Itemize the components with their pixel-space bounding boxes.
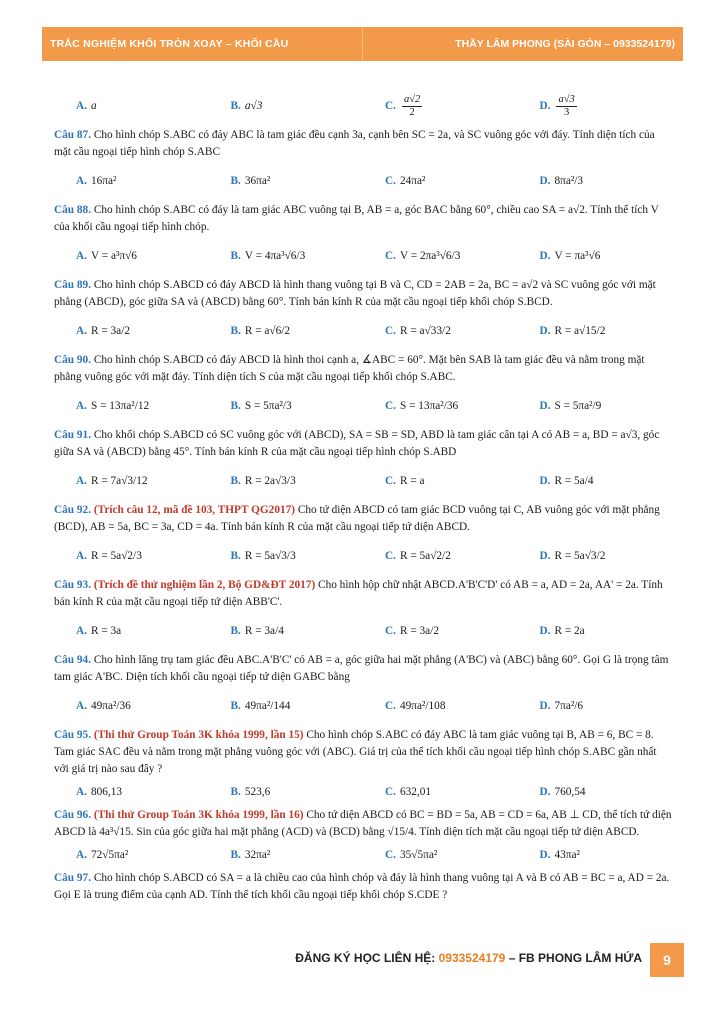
- q87-answers: [54, 164, 672, 198]
- question-97: Câu 97. Cho hình chóp S.ABCD có SA = a là chiều cao của hình chóp và đáy là hình thang vuông tại A và B có AB = BC = a, AD = 2a. Gọi E là trung điểm của cạnh AD. Tính thể tích khối cầu ngoại tiếp khối chóp S.CDE ?: [54, 872, 670, 901]
- footer-phone: 0933524179: [438, 951, 506, 965]
- question-94: Câu 94. Cho hình lăng trụ tam giác đều ABC.A'B'C' có AB = a, góc giữa hai mặt phẳng (A'BC) và (ABC) bằng 60°. Gọi G là trọng tâm tam giác A'BC. Diện tích khối cầu ngoại tiếp tứ diện GABC bằng: [54, 654, 669, 683]
- q89-option-c: C. R = a√33/2: [385, 324, 451, 337]
- q88-option-d: D. V = πa³√6: [539, 249, 601, 262]
- q89-option-a: A. R = 3a/2: [76, 324, 130, 337]
- q88-option-a: A. V = a³π√6: [76, 249, 137, 262]
- page-number: 9: [650, 943, 684, 977]
- header-title: TRẮC NGHIỆM KHỐI TRÒN XOAY – KHỐI CẦU: [50, 38, 289, 50]
- q89-option-d: D. R = a√15/2: [539, 324, 606, 337]
- q92-answers: [54, 539, 672, 573]
- q87-option-c: C. 24πa²: [385, 174, 426, 187]
- q94-option-b: B. 49πa²/144: [230, 699, 291, 712]
- question-list: [54, 86, 672, 904]
- question-89: Câu 89. Cho hình chóp S.ABCD có đáy ABCD là hình thang vuông tại B và C, CD = 2AB = 2a, BC = a√2 và SC vuông góc với mặt phẳng (ABCD), góc giữa SA và (ABCD) bằng 60°. Tính bán kính R của mặt cầu ngoại tiếp khối chóp S.BCD.: [54, 279, 656, 308]
- q90-option-c: C. S = 13πa²/36: [385, 399, 459, 412]
- page-header: [42, 27, 683, 61]
- q93-option-d: D. R = 2a: [539, 624, 585, 637]
- q86-answers: [54, 89, 672, 123]
- q95-option-b: B. 523,6: [230, 785, 271, 798]
- q96-option-b: B. 32πa²: [230, 848, 271, 861]
- q88-option-b: B. V = 4πa³√6/3: [230, 249, 306, 262]
- q92-option-c: C. R = 5a√2/2: [385, 549, 451, 562]
- q95-option-c: C. 632,01: [385, 785, 432, 798]
- q93-option-a: A. R = 3a: [76, 624, 122, 637]
- q90-option-b: B. S = 5πa²/3: [230, 399, 292, 412]
- q87-option-a: A. 16πa²: [76, 174, 117, 187]
- q96-answers: [54, 844, 672, 866]
- question-91: Câu 91. Cho khối chóp S.ABCD có SC vuông góc với (ABCD), SA = SB = SD, ABD là tam giác cân tại A có AB = a, BD = a√3, góc giữa SA và (ABCD) bằng 45°. Tính bán kính R của mặt cầu ngoại tiếp hình chóp S.ABD: [54, 429, 660, 458]
- question-96: Câu 96. (Thi thử Group Toán 3K khóa 1999, lần 16) Cho tứ diện ABCD có BC = BD = 5a, AB = CD = 6a, AB ⊥ CD, thể tích tứ diện ABCD là 4a³√15. Sin của góc giữa hai mặt phẳng (ACD) và (BCD) bằng √15/4. Tính diện tích mặt cầu ngoại tiếp tứ diện ABCD.: [54, 809, 672, 838]
- question-93: Câu 93. (Trích đề thử nghiệm lần 2, Bộ GD&ĐT 2017) Cho hình hộp chữ nhật ABCD.A'B'C'D' có AB = a, AD = 2a, AA' = 2a. Tính bán kính R của mặt cầu ngoại tiếp tứ diện ABB'C'.: [54, 579, 663, 608]
- q89-answers: [54, 314, 672, 348]
- q91-option-b: B. R = 2a√3/3: [230, 474, 296, 487]
- q91-option-a: A. R = 7a√3/12: [76, 474, 148, 487]
- q86-option-a: A. a: [76, 99, 97, 112]
- footer-contact: ĐĂNG KÝ HỌC LIÊN HỆ: 0933524179 – FB PHONG LÂM HỨA: [295, 951, 642, 965]
- q92-option-d: D. R = 5a√3/2: [539, 549, 606, 562]
- q96-option-d: D. 43πa²: [539, 848, 580, 861]
- q90-answers: [54, 389, 672, 423]
- q86-option-b: B. a√3: [230, 99, 263, 112]
- q86-option-c: C. $\frac{a√2}{2}$: [385, 93, 421, 118]
- q94-answers: [54, 689, 672, 723]
- q96-option-a: A. 72√5πa²: [76, 848, 129, 861]
- q87-option-b: B. 36πa²: [230, 174, 271, 187]
- q95-option-a: A. 806,13: [76, 785, 123, 798]
- footer-fb: – FB PHONG LÂM HỨA: [508, 951, 642, 965]
- question-88: Câu 88. Cho hình chóp S.ABC có đáy là tam giác ABC vuông tại B, AB = a, góc BAC bằng 60°, chiều cao SA = a√2. Tính thể tích V của khối cầu ngoại tiếp hình chóp.: [54, 204, 659, 233]
- question-90: Câu 90. Cho hình chóp S.ABCD có đáy ABCD là hình thoi cạnh a, ∡ABC = 60°. Mặt bên SAB là tam giác đều và nằm trong mặt phẳng vuông góc với mặt đáy. Tính diện tích S của mặt cầu ngoại tiếp khối chóp S.ABC.: [54, 354, 645, 383]
- q94-option-d: D. 7πa²/6: [539, 699, 584, 712]
- q92-option-b: B. R = 5a√3/3: [230, 549, 296, 562]
- q95-answers: [54, 781, 672, 803]
- q94-option-c: C. 49πa²/108: [385, 699, 446, 712]
- q90-option-d: D. S = 5πa²/9: [539, 399, 602, 412]
- q91-answers: [54, 464, 672, 498]
- q88-option-c: C. V = 2πa³√6/3: [385, 249, 461, 262]
- question-92: Câu 92. (Trích câu 12, mã đề 103, THPT QG2017) Cho tứ diện ABCD có tam giác BCD vuông tại C, AB vuông góc với mặt phẳng (BCD), AB = 5a, BC = 3a, CD = 4a. Tính bán kính R của mặt cầu ngoại tiếp tứ diện ABCD.: [54, 504, 660, 533]
- question-95: Câu 95. (Thi thử Group Toán 3K khóa 1999, lần 15) Cho hình chóp S.ABC có đáy ABC là tam giác vuông tại B, AB = 6, BC = 8. Tam giác SAC đều và nằm trong mặt phẳng vuông góc với (ABC). Giá trị của thể tích khối cầu ngoại tiếp hình chóp S.ABC gần nhất với giá trị nào sau đây ?: [54, 729, 657, 775]
- q90-option-a: A. S = 13πa²/12: [76, 399, 150, 412]
- page-footer: [0, 943, 725, 977]
- q87-option-d: D. 8πa²/3: [539, 174, 584, 187]
- header-divider: [362, 27, 363, 61]
- q95-option-d: D. 760,54: [539, 785, 586, 798]
- header-author: THẦY LÂM PHONG (SÀI GÒN – 0933524179): [455, 38, 675, 50]
- q91-option-d: D. R = 5a/4: [539, 474, 594, 487]
- q92-option-a: A. R = 5a√2/3: [76, 549, 142, 562]
- q91-option-c: C. R = a: [385, 474, 425, 487]
- q88-answers: [54, 239, 672, 273]
- question-87: Câu 87. Cho hình chóp S.ABC có đáy ABC là tam giác đều cạnh 3a, cạnh bên SC = 2a, và SC vuông góc với đáy. Tính diện tích của mặt cầu ngoại tiếp hình chóp S.ABC: [54, 129, 655, 158]
- q93-answers: [54, 614, 672, 648]
- q86-option-d: D. $\frac{a√3}{3}$: [539, 93, 575, 118]
- q93-option-b: B. R = 3a/4: [230, 624, 284, 637]
- q96-option-c: C. 35√5πa²: [385, 848, 438, 861]
- q94-option-a: A. 49πa²/36: [76, 699, 131, 712]
- q89-option-b: B. R = a√6/2: [230, 324, 291, 337]
- q93-option-c: C. R = 3a/2: [385, 624, 439, 637]
